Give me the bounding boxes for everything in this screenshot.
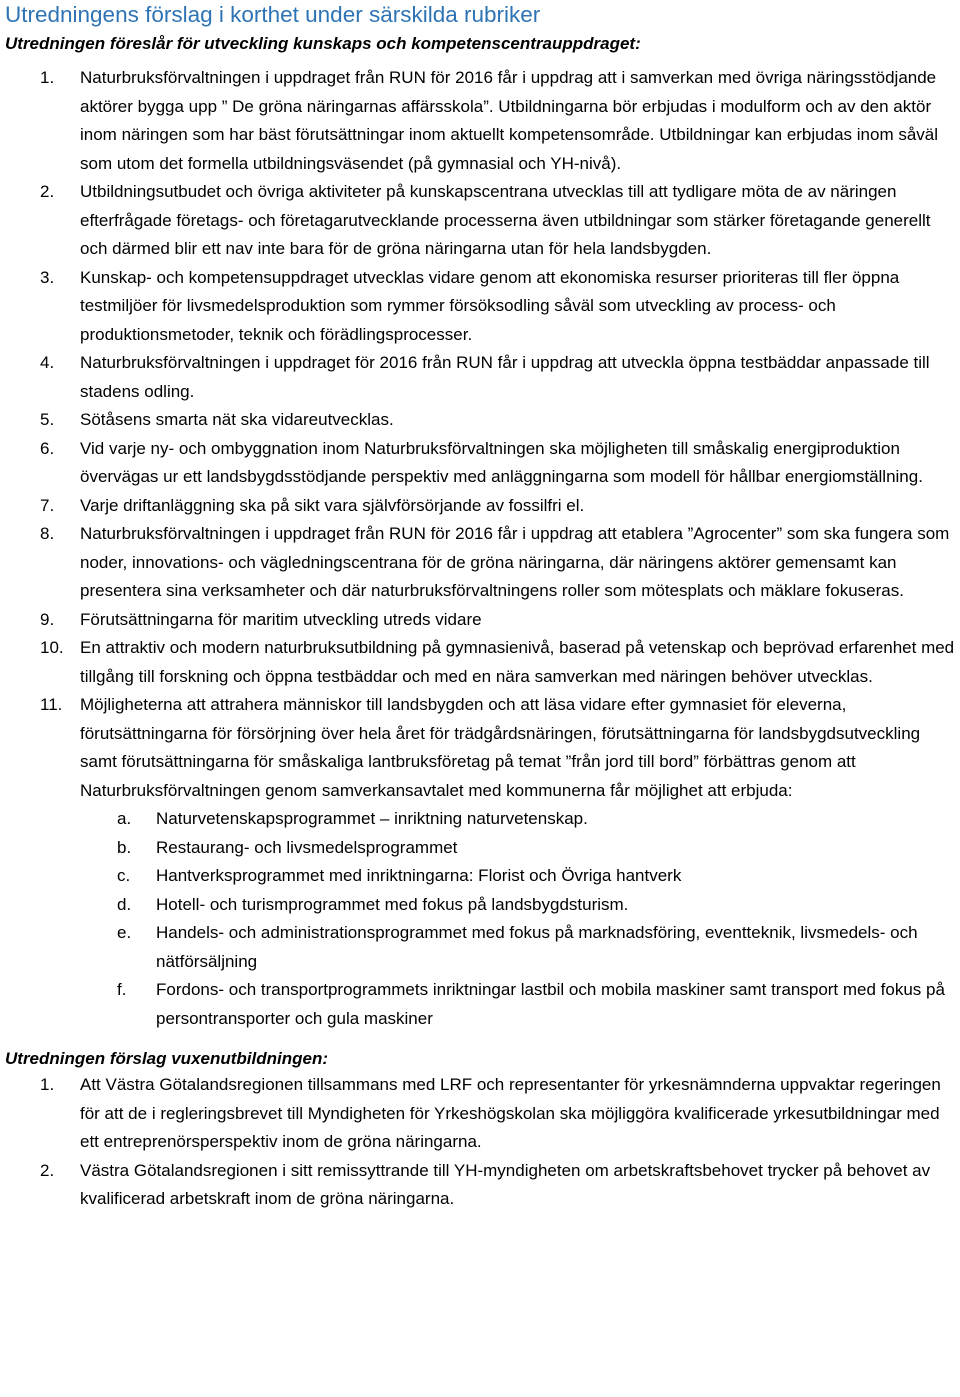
section1-list (5, 64, 957, 1033)
section2-heading: Utredningen förslag vuxenutbildningen: (5, 1049, 328, 1068)
list-item (5, 64, 957, 178)
item-text: Varje driftanläggning ska på sikt vara självförsörjande av fossilfri el. (80, 495, 585, 515)
sublist (5, 805, 957, 1033)
sub-item-letter: c. (117, 866, 131, 885)
sub-item-letter: a. (117, 809, 132, 828)
list-item (5, 349, 957, 406)
sublist-item (5, 834, 957, 863)
sub-item-letter: f. (117, 980, 127, 999)
item-number: 3. (40, 267, 55, 287)
sublist-item (5, 919, 957, 976)
sub-item-text: Restaurang- och livsmedelsprogrammet (156, 837, 458, 857)
sublist-item (5, 891, 957, 920)
section2-list (5, 1071, 957, 1214)
item-text: Sötåsens smarta nät ska vidareutvecklas. (80, 410, 394, 429)
item-number: 1. (40, 68, 55, 87)
list-item (5, 691, 957, 1033)
sub-item-letter: e. (117, 923, 132, 942)
sub-item-text: Hotell- och turismprogrammet med fokus på landsbygdsturism. (156, 894, 629, 914)
sub-item-text: Naturvetenskapsprogrammet – inriktning naturvetenskap. (156, 809, 588, 828)
sublist-item (5, 862, 957, 891)
sub-item-text: Hantverksprogrammet med inriktningarna: Florist och Övriga hantverk (156, 866, 682, 885)
item-text: Västra Götalandsregionen i sitt remissyttrande till YH-myndigheten om arbetskraftsbehovet trycker på behovet av kvalificerad arbetskraft inom de gröna näringarna. (80, 1160, 931, 1208)
list-item (5, 1157, 957, 1214)
item-text: En attraktiv och modern naturbruksutbildning på gymnasienivå, baserad på vetenskap och beprövad erfarenhet med tillgång till forskning och öppna testbäddar och med en nära samverkan med näringen behöver utvecklas. (80, 638, 955, 686)
document-page (5, 0, 957, 1214)
sub-item-letter: d. (117, 894, 132, 914)
item-number: 7. (40, 495, 55, 515)
list-item (5, 520, 957, 606)
list-item (5, 492, 957, 521)
list-item (5, 406, 957, 435)
item-text: Naturbruksförvaltningen i uppdraget från RUN för 2016 får i uppdrag att etablera ”Agrocenter” som ska fungera som noder, innovations- och vägledningscentrana för de gröna näringarna, där näringens aktörer gemensamt kan presentera sina verksamheter och där naturbruksförvaltningens roller som mötesplats och mäklare fokuseras. (80, 524, 950, 600)
item-number: 11. (40, 695, 63, 714)
item-number: 5. (40, 410, 55, 429)
item-number: 6. (40, 438, 55, 458)
item-number: 10. (40, 638, 64, 657)
item-text: Vid varje ny- och ombyggnation inom Naturbruksförvaltningen ska möjligheten till småskalig energiproduktion övervägas ur ett landsbygdsstödjande perspektiv med anläggningarna som modell för hållbar energiomställning. (80, 438, 923, 486)
item-text: Att Västra Götalandsregionen tillsammans med LRF och representanter för yrkesnämnderna uppvaktar regeringen för att de i regleringsbrevet till Myndigheten för Yrkeshögskolan ska möjliggöra kvalificerade yrkesutbildningar med ett entreprenörsperspektiv inom de gröna näringarna. (80, 1075, 941, 1151)
item-text: Kunskap- och kompetensuppdraget utvecklas vidare genom att ekonomiska resurser prioriteras till fler öppna testmiljöer för livsmedelsproduktion som rymmer försöksodling såväl som utveckling av process- och produktionsmetoder, teknik och förädlingsprocesser. (80, 267, 900, 344)
section1-heading: Utredningen föreslår för utveckling kunskaps och kompetenscentrauppdraget: (5, 34, 641, 53)
item-number: 9. (40, 609, 55, 629)
item-text: Utbildningsutbudet och övriga aktiviteter på kunskapscentrana utvecklas till att tydligare möta de av näringen efterfrågade företags- och företagarutvecklande processerna även utbildningar som stärker företagande generellt och därmed blir ett nav inte bara för de gröna näringarna utan för hela landsbygden. (80, 182, 931, 258)
sub-item-letter: b. (117, 837, 132, 857)
sub-item-text: Fordons- och transportprogrammets inriktningar lastbil och mobila maskiner samt transport med fokus på persontransporter och gula maskiner (156, 980, 945, 1028)
list-item (5, 1071, 957, 1157)
list-item (5, 435, 957, 492)
item-text: Naturbruksförvaltningen i uppdraget för 2016 från RUN får i uppdrag att utveckla öppna testbäddar anpassade till stadens odling. (80, 353, 930, 401)
item-text: Möjligheterna att attrahera människor till landsbygden och att läsa vidare efter gymnasiet för eleverna, förutsättningarna för försörjning över hela året för trädgårdsnäringen, förutsättningarna för landsbygdsutveckling samt förutsättningarna för småskaliga lantbruksföretag på temat ”från jord till bord” förbättras genom att Naturbruksförvaltningen genom samverkansavtalet med kommunerna får möjlighet att erbjuda: (80, 695, 921, 800)
item-text: Förutsättningarna för maritim utveckling utreds vidare (80, 609, 482, 629)
list-item (5, 178, 957, 264)
item-number: 2. (40, 182, 55, 201)
document-title: Utredningens förslag i korthet under särskilda rubriker (5, 2, 541, 27)
sublist-item (5, 976, 957, 1033)
item-number: 2. (40, 1160, 55, 1180)
item-number: 8. (40, 524, 55, 543)
item-text: Naturbruksförvaltningen i uppdraget från RUN för 2016 får i uppdrag att i samverkan med övriga näringsstödjande aktörer bygga upp ” De gröna näringarnas affärsskola”. Utbildningarna bör erbjudas i modulform och av den aktör inom näringen som har bäst förutsättningar inom aktuellt kompetensområde. Utbildningar kan erbjudas inom såväl som utom det formella utbildningsväsendet (på gymnasial och YH-nivå). (80, 68, 939, 173)
sublist-item (5, 805, 957, 834)
list-item (5, 634, 957, 691)
item-number: 4. (40, 353, 55, 372)
item-number: 1. (40, 1075, 55, 1094)
list-item (5, 606, 957, 635)
sub-item-text: Handels- och administrationsprogrammet med fokus på marknadsföring, eventteknik, livsmedels- och nätförsäljning (156, 923, 918, 971)
list-item (5, 264, 957, 350)
